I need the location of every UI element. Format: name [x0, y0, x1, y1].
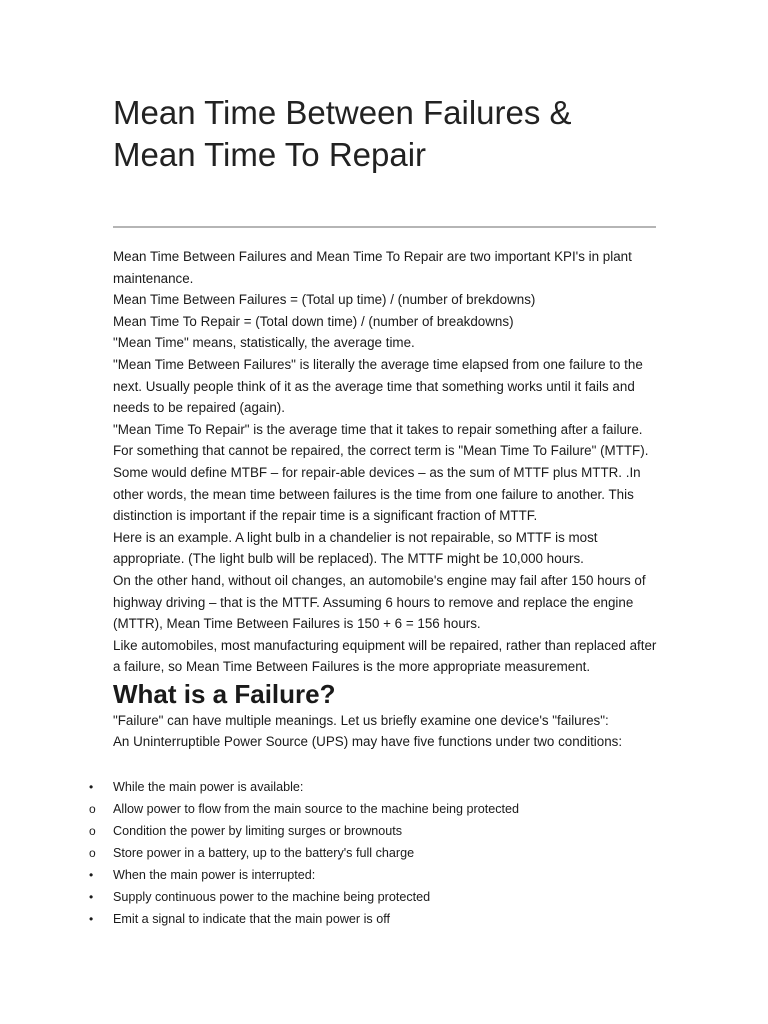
list-item: [89, 820, 658, 842]
section-heading: What is a Failure?: [113, 678, 336, 709]
paragraph: On the other hand, without oil changes, an automobile's engine may fail after 150 hours of highway driving – that is the MTTF. Assuming 6 hours to remove and replace the engine (MTTR), Mean Time Between Failures is 150 + 6 = 156 hours.: [113, 572, 646, 632]
title-line-2: Mean Time To Repair: [113, 136, 427, 173]
list-item-text: When the main power is interrupted:: [113, 868, 316, 882]
title-divider: [113, 226, 656, 228]
sub-bullet-marker: o: [89, 846, 96, 860]
bullet-marker: •: [89, 780, 94, 794]
paragraph: Like automobiles, most manufacturing equipment will be repaired, rather than replaced after a failure, so Mean Time Between Failures is the more appropriate measurement.: [113, 637, 657, 675]
paragraph: Mean Time To Repair = (Total down time) / (number of breakdowns): [113, 313, 514, 329]
list-item: [89, 776, 658, 798]
bullet-marker: •: [89, 890, 94, 904]
list-item-text: Condition the power by limiting surges or brownouts: [113, 824, 403, 838]
list-item: [89, 842, 658, 864]
ups-function-list: [89, 776, 658, 930]
section-paragraph: "Failure" can have multiple meanings. Let us briefly examine one device's "failures":: [113, 712, 609, 728]
list-item-text: Emit a signal to indicate that the main power is off: [113, 912, 390, 926]
list-item: [89, 798, 658, 820]
bullet-marker: •: [89, 868, 94, 882]
paragraph: "Mean Time To Repair" is the average time that it takes to repair something after a failure.: [113, 421, 643, 437]
list-item: [89, 886, 658, 908]
sub-bullet-marker: o: [89, 824, 96, 838]
bullet-marker: •: [89, 912, 94, 926]
paragraph: "Mean Time Between Failures" is literally the average time elapsed from one failure to the next. Usually people think of it as the average time that something works until it fails and needs to be repaired (again).: [113, 356, 643, 416]
list-item-text: Allow power to flow from the main source to the machine being protected: [113, 802, 520, 816]
list-item-text: While the main power is available:: [113, 780, 304, 794]
list-item-text: Supply continuous power to the machine being protected: [113, 890, 431, 904]
paragraph: Mean Time Between Failures = (Total up time) / (number of brekdowns): [113, 292, 536, 308]
sub-bullet-marker: o: [89, 802, 96, 816]
paragraph: For something that cannot be repaired, the correct term is "Mean Time To Failure" (MTTF).: [113, 443, 649, 459]
list-item: [89, 864, 658, 886]
article-body: [113, 246, 658, 753]
paragraph: "Mean Time" means, statistically, the average time.: [113, 335, 415, 351]
section-paragraph: An Uninterruptible Power Source (UPS) may have five functions under two conditions:: [113, 734, 623, 750]
paragraph: Here is an example. A light bulb in a chandelier is not repairable, so MTTF is most appropriate. (The light bulb will be replaced). The MTTF might be 10,000 hours.: [113, 529, 598, 567]
list-item: [89, 908, 658, 930]
title-line-1: Mean Time Between Failures &: [113, 94, 572, 131]
list-item-text: Store power in a battery, up to the battery's full charge: [113, 846, 415, 860]
document-title: [113, 92, 658, 176]
paragraph: Some would define MTBF – for repair-able devices – as the sum of MTTF plus MTTR. .In other words, the mean time between failures is the time from one failure to another. This distinction is important if the repair time is a significant fraction of MTTF.: [113, 464, 641, 524]
paragraph: Mean Time Between Failures and Mean Time To Repair are two important KPI's in plant maintenance.: [113, 249, 632, 286]
